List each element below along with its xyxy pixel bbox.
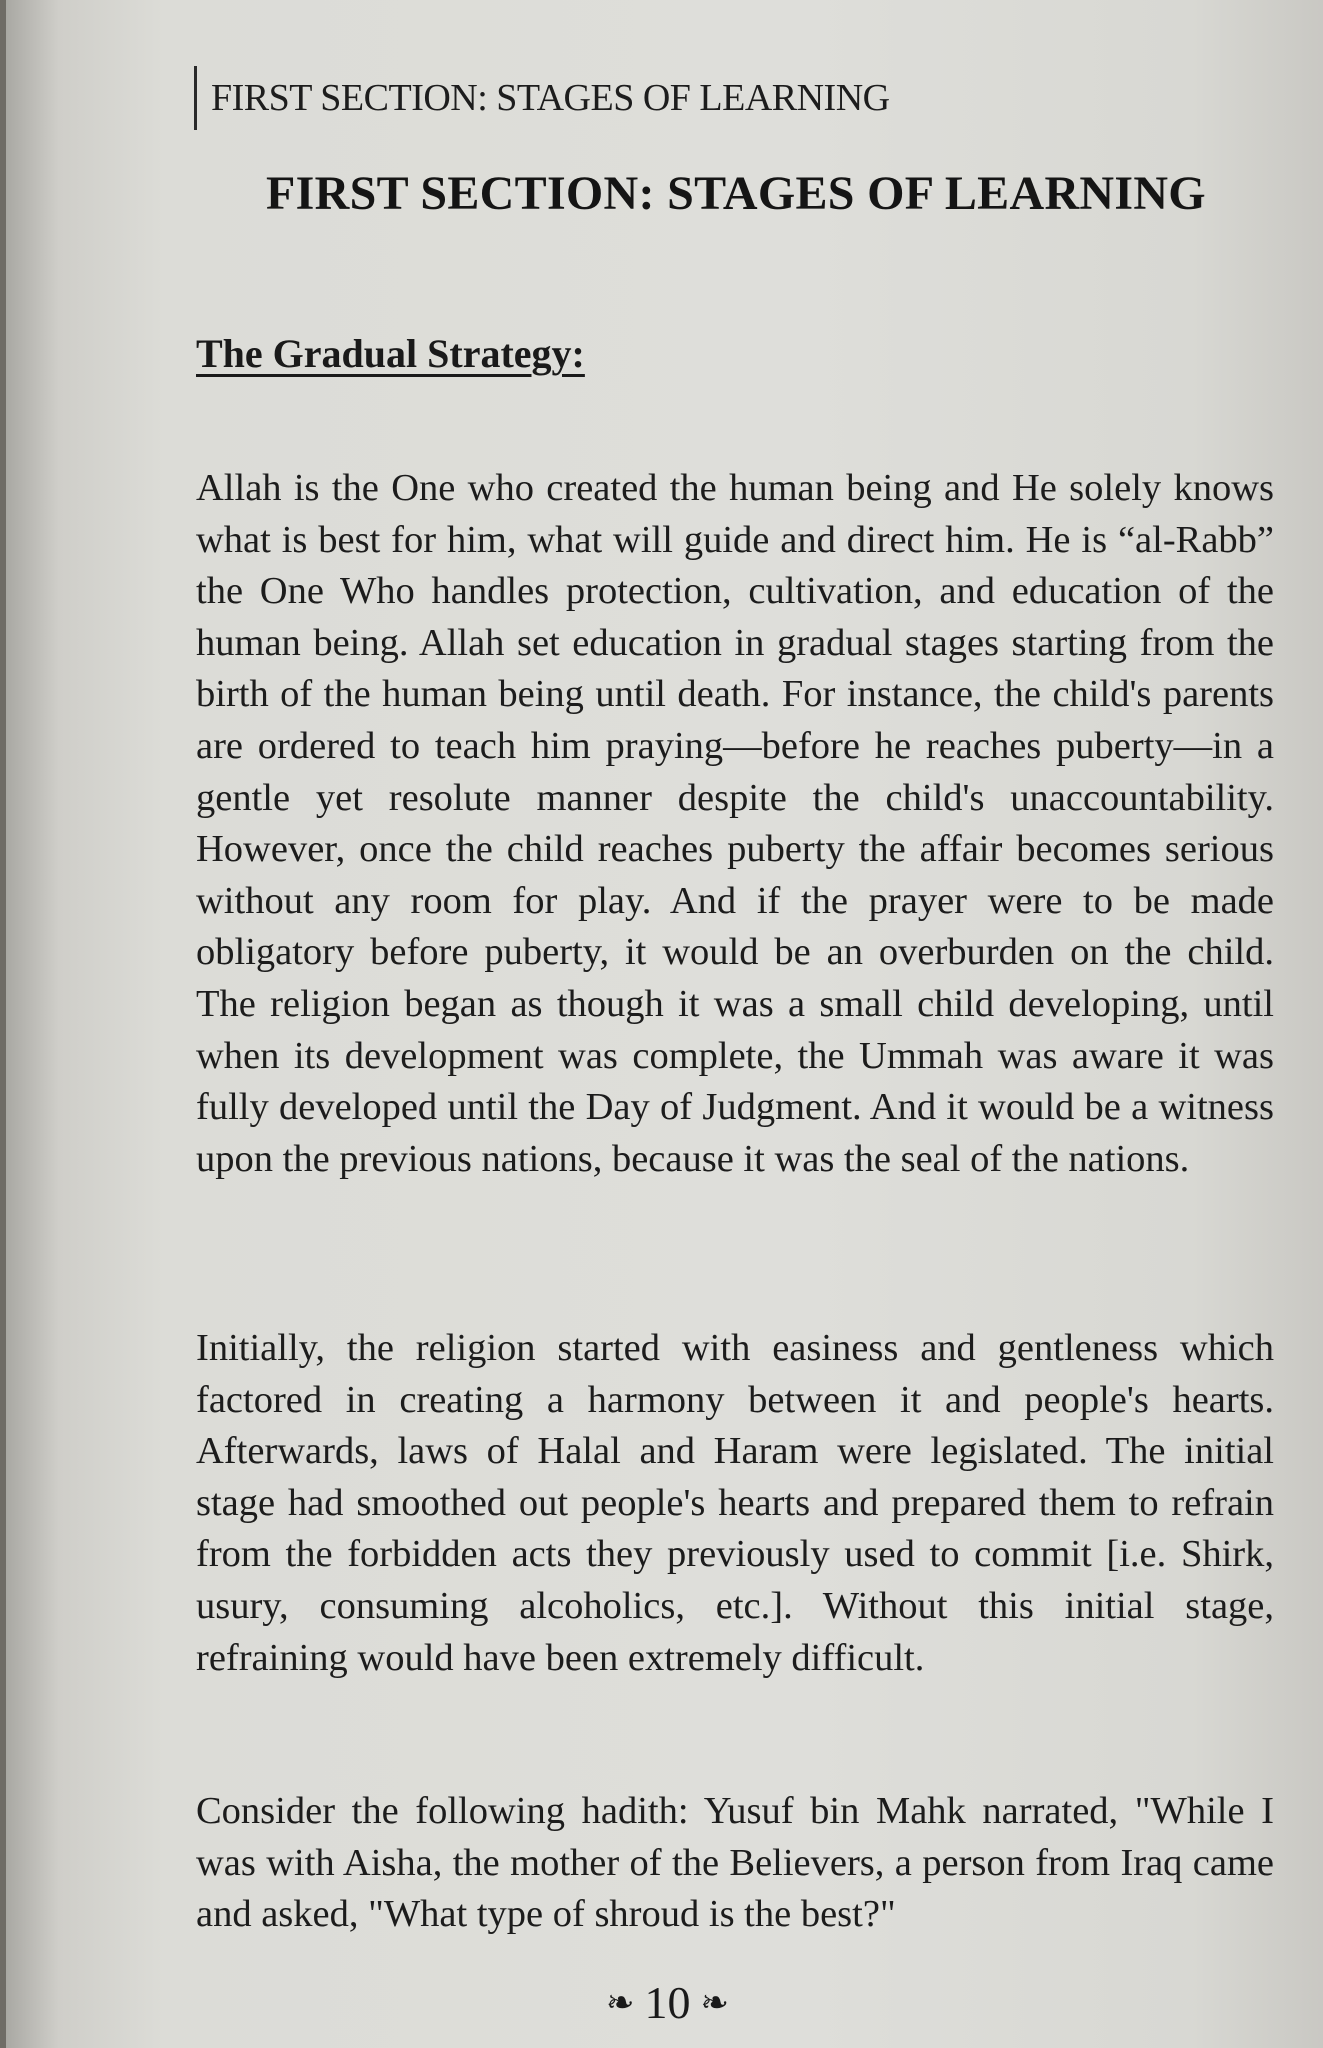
running-head: FIRST SECTION: STAGES OF LEARNING (194, 66, 890, 130)
paragraph-3: Consider the following hadith: Yusuf bin Mahk narrated, "While I was with Aisha, the mother of the Believers, a person from Iraq came and asked, "What type of shroud is the best?" (196, 1790, 1274, 1936)
section-title: FIRST SECTION: STAGES OF LEARNING (266, 167, 1206, 220)
page-footer (6, 1976, 1323, 2029)
right-ornament-icon: ❧ (700, 1985, 729, 2023)
left-ornament-icon: ❧ (606, 1985, 635, 2023)
book-page (6, 0, 1323, 2048)
paragraph-2: Initially, the religion started with easiness and gentleness which factored in creating a harmony between it and people's hearts. Afterwards, laws of Halal and Haram were legislated. The initial stage had smoothed out people's hearts and prepared them to refrain from the forbidden acts they previously used to commit [i.e. Shirk, usury, consuming alcoholics, etc.]. Without this initial stage, refraining would have been extremely difficult. (196, 1327, 1274, 1679)
page-number: 10 (644, 1977, 691, 2028)
paragraph-1: Allah is the One who created the human being and He solely knows what is best for him, what will guide and direct him. He is “al-Rabb” the One Who handles protection, cultivation, and education of the human being. Allah set education in gradual stages starting from the birth of the human being until death. For instance, the child's parents are ordered to teach him praying—before he reaches puberty—in a gentle yet resolute manner despite the child's unaccountability. However, once the child reaches puberty the affair becomes serious without any room for play. And if the prayer were to be made obligatory before puberty, it would be an overburden on the child. The religion began as though it was a small child developing, until when its development was complete, the Ummah was aware it was fully developed until the Day of Judgment. And it would be a witness upon the previous nations, because it was the seal of the nations. (196, 467, 1274, 1180)
subheading: The Gradual Strategy: (196, 331, 585, 376)
